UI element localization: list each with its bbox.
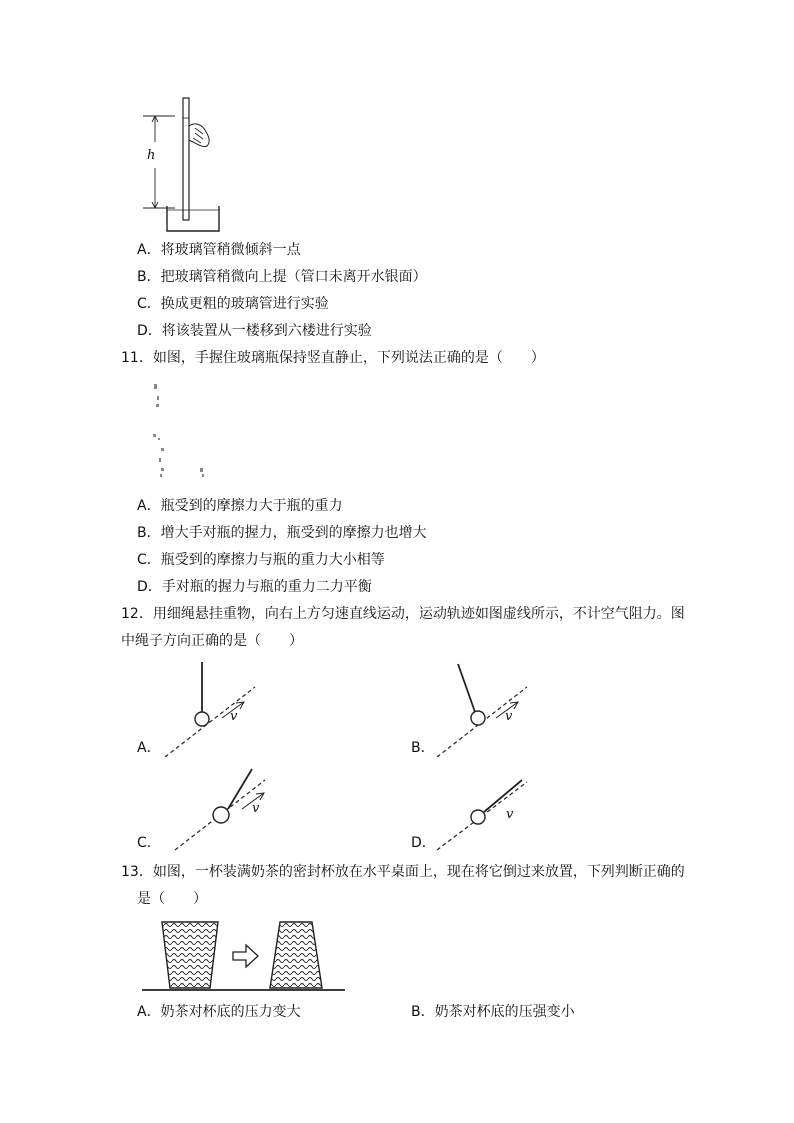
q12-option-b-v-label: v [505,709,513,724]
q12-option-d-label: D． [411,835,436,851]
q10-h-label: h [147,148,156,163]
q11-option-a: A．瓶受到的摩擦力大于瓶的重力 [137,498,343,514]
q13-stem-line2: 是（ ） [137,891,207,907]
q11-option-b: B．增大手对瓶的握力，瓶受到的摩擦力也增大 [137,525,427,541]
q12-stem-line1: 12．用细绳悬挂重物，向右上方匀速直线运动，运动轨迹如图虚线所示，不计空气阻力。图 [121,606,685,622]
q11-option-d: D．手对瓶的握力与瓶的重力二力平衡 [137,579,372,595]
q12-option-c-figure [170,765,290,855]
q10-option-a: A．将玻璃管稍微倾斜一点 [137,242,301,258]
q13-option-b: B．奶茶对杯底的压强变小 [411,1004,575,1020]
q10-option-b: B．把玻璃管稍微向上提（管口未离开水银面） [137,269,427,285]
q10-option-d: D．将该装置从一楼移到六楼进行实验 [137,323,372,339]
q11-option-c: C．瓶受到的摩擦力与瓶的重力大小相等 [137,552,385,568]
q10-barometer-figure [135,96,235,236]
q12-option-d-v-label: v [506,807,514,822]
q12-option-c-label: C． [137,835,161,851]
q12-option-a-v-label: v [230,709,238,724]
q12-option-b-label: B． [411,740,435,756]
q12-option-b-figure [432,662,552,762]
q11-stem: 11．如图，手握住玻璃瓶保持竖直静止，下列说法正确的是（ ） [121,350,545,366]
q10-option-c: C．换成更粗的玻璃管进行实验 [137,296,329,312]
q13-cups-figure [140,916,350,996]
q13-stem-line1: 13．如图，一杯装满奶茶的密封杯放在水平桌面上，现在将它倒过来放置，下列判断正确的 [121,864,685,880]
q12-option-c-v-label: v [252,801,260,816]
q12-stem-line2: 中绳子方向正确的是（ ） [121,633,303,649]
q13-option-a: A．奶茶对杯底的压力变大 [137,1004,301,1020]
q12-option-a-figure [160,662,280,762]
q11-bottle-figure [145,378,215,488]
q12-option-d-figure [432,768,552,858]
q12-option-a-label: A． [137,740,161,756]
